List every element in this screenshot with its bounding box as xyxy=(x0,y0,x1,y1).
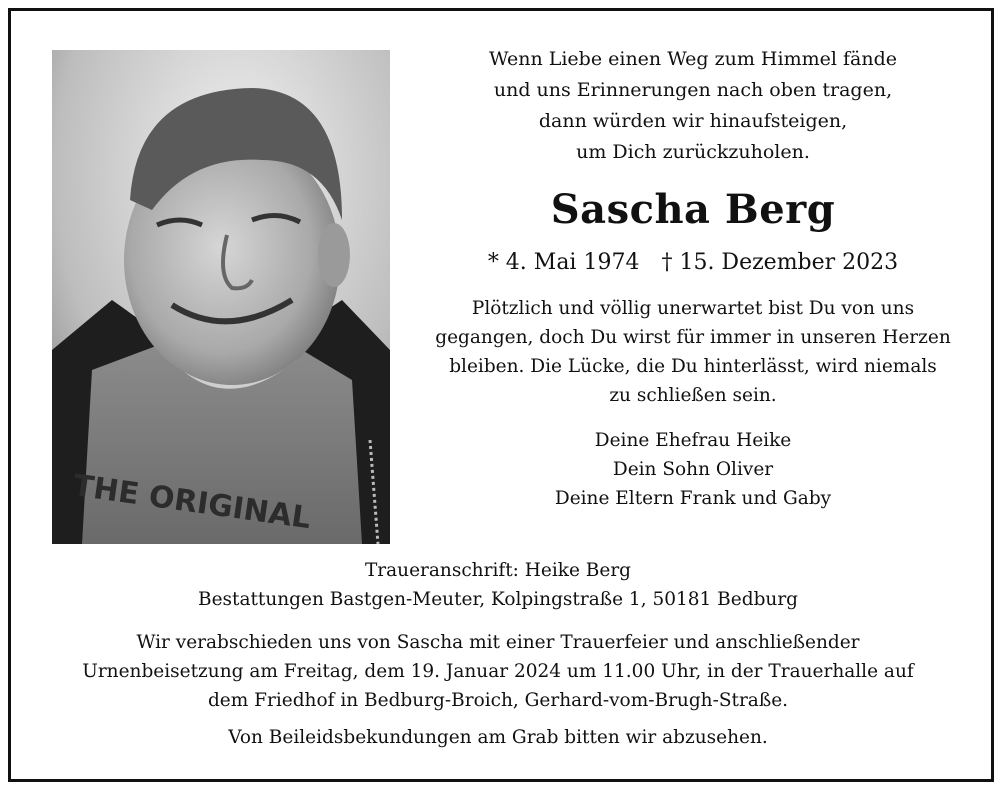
message-line: gegangen, doch Du wirst für immer in unseren Herzen xyxy=(435,327,951,348)
ceremony-line: Wir verabschieden uns von Sascha mit einer Trauerfeier und anschließender xyxy=(136,632,860,653)
ceremony-line: dem Friedhof in Bedburg-Broich, Gerhard-vom-Brugh-Straße. xyxy=(207,690,789,711)
message xyxy=(418,294,968,410)
poem-line: dann würden wir hinaufsteigen, xyxy=(538,110,848,132)
address-line: Traueranschrift: Heike Berg xyxy=(364,560,632,581)
message-line: zu schließen sein. xyxy=(609,385,777,406)
message-line: bleiben. Die Lücke, die Du hinterlässt, wird niemals xyxy=(449,356,937,377)
closing-note: Von Beileidsbekundungen am Grab bitten wir abzusehen. xyxy=(228,727,768,748)
right-column xyxy=(418,44,968,513)
ceremony-line: Urnenbeisetzung am Freitag, dem 19. Januar 2024 um 11.00 Uhr, in der Trauerhalle auf xyxy=(82,661,914,682)
family-member: Dein Sohn Oliver xyxy=(612,459,774,480)
poem xyxy=(418,44,968,168)
mourning-address xyxy=(20,556,976,614)
poem-line: Wenn Liebe einen Weg zum Himmel fände xyxy=(489,48,897,70)
shirt-print: THE ORIGINAL xyxy=(70,468,313,537)
death-date: † 15. Dezember 2023 xyxy=(661,250,899,275)
message-line: Plötzlich und völlig unerwartet bist Du von uns xyxy=(471,298,915,319)
portrait-photo xyxy=(52,50,390,544)
ceremony-info xyxy=(20,628,976,715)
family-signatures xyxy=(418,426,968,513)
poem-line: um Dich zurückzuholen. xyxy=(576,141,810,163)
bottom-section xyxy=(20,556,976,752)
family-member: Deine Eltern Frank und Gaby xyxy=(554,488,832,509)
poem-line: und uns Erinnerungen nach oben tragen, xyxy=(493,79,893,101)
life-dates xyxy=(418,246,968,280)
address-line: Bestattungen Bastgen-Meuter, Kolpingstraße 1, 50181 Bedburg xyxy=(197,589,799,610)
deceased-name: Sascha Berg xyxy=(550,186,836,233)
family-member: Deine Ehefrau Heike xyxy=(594,430,792,451)
birth-date: * 4. Mai 1974 xyxy=(487,250,640,275)
